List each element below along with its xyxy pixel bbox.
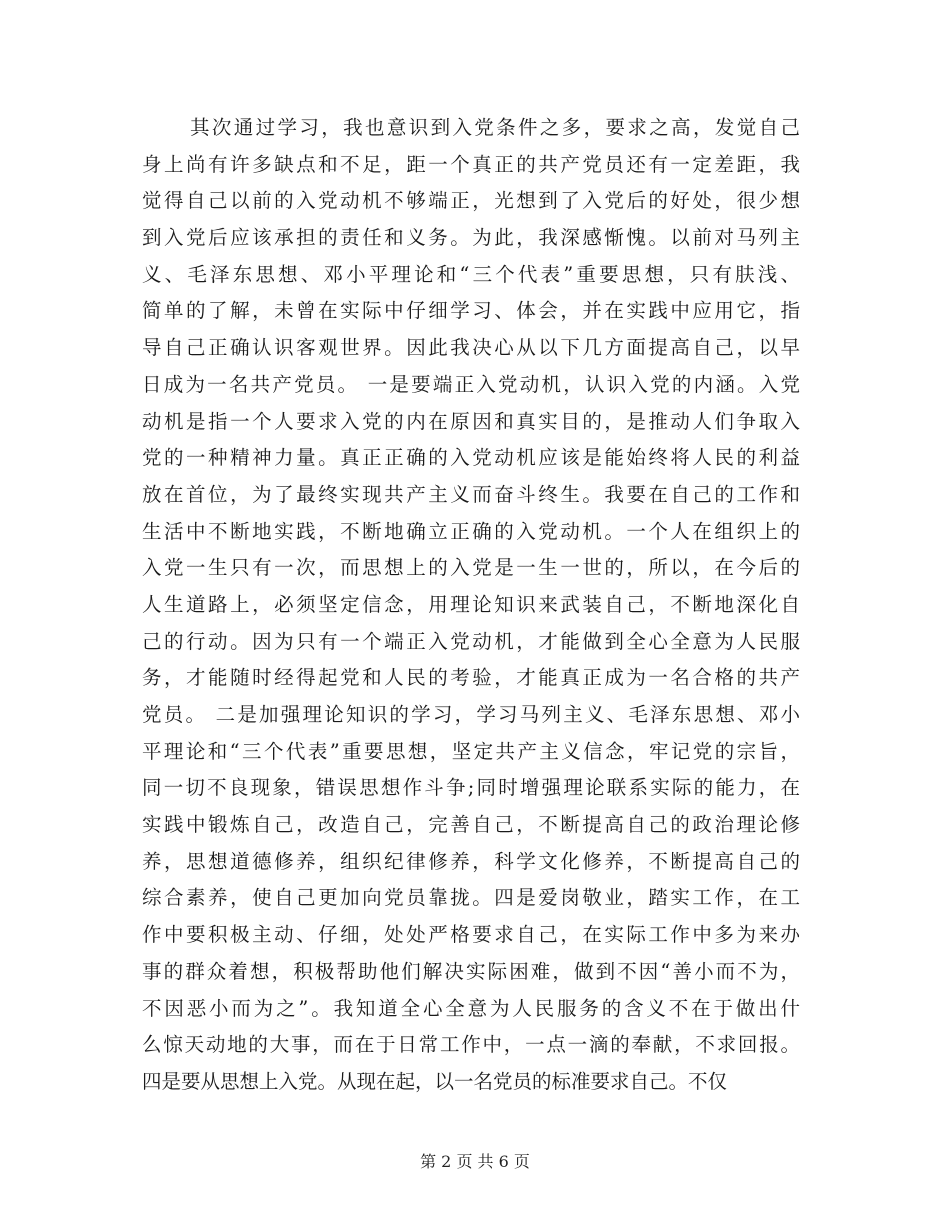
text-line: 综合素养，使自己更加向党员靠拢。四是爱岗敬业，踏实工作，在工 (142, 886, 800, 910)
text-line: 事的群众着想，积极帮助他们解决实际困难，做到不因“善小而不为， (142, 959, 800, 983)
text-line: 日成为一名共产党员。 一是要端正入党动机，认识入党的内涵。入党 (142, 372, 800, 396)
text-line: 觉得自己以前的入党动机不够端正，光想到了入党后的好处，很少想 (142, 189, 800, 213)
text-line: 其次通过学习，我也意识到入党条件之多，要求之高，发觉自己 (190, 116, 800, 139)
text-line: 放在首位，为了最终实现共产主义而奋斗终生。我要在自己的工作和 (142, 482, 800, 506)
text-line: 入党一生只有一次，而思想上的入党是一生一世的，所以，在今后的 (142, 556, 800, 580)
text-line: 到入党后应该承担的责任和义务。为此，我深感惭愧。以前对马列主 (142, 226, 800, 250)
text-line: 动机是指一个人要求入党的内在原因和真实目的，是推动人们争取入 (142, 409, 800, 433)
text-line: 人生道路上，必须坚定信念，用理论知识来武装自己，不断地深化自 (142, 592, 800, 616)
text-line: 同一切不良现象，错误思想作斗争;同时增强理论联系实际的能力，在 (142, 776, 800, 800)
text-line: 身上尚有许多缺点和不足，距一个真正的共产党员还有一定差距，我 (142, 152, 800, 176)
text-line: 简单的了解，未曾在实际中仔细学习、体会，并在实践中应用它，指 (142, 299, 800, 323)
text-line: 养，思想道德修养，组织纪律修养，科学文化修养，不断提高自己的 (142, 849, 800, 873)
text-line: 平理论和“三个代表”重要思想，坚定共产主义信念，牢记党的宗旨， (142, 739, 800, 763)
body-paragraph (142, 110, 800, 1101)
page-number-footer: 第 2 页 共 6 页 (420, 1152, 530, 1171)
text-line: 己的行动。因为只有一个端正入党动机，才能做到全心全意为人民服 (142, 629, 800, 653)
text-line: 党的一种精神力量。真正正确的入党动机应该是能始终将人民的利益 (142, 446, 800, 470)
text-line: 四是要从思想上入党。从现在起，以一名党员的标准要求自己。不仅 (142, 1069, 728, 1093)
text-line: 义、毛泽东思想、邓小平理论和“三个代表”重要思想，只有肤浅、 (142, 262, 800, 286)
text-line: 导自己正确认识客观世界。因此我决心从以下几方面提高自己，以早 (142, 336, 800, 360)
text-line: 实践中锻炼自己，改造自己，完善自己，不断提高自己的政治理论修 (142, 813, 800, 837)
text-line: 不因恶小而为之”。我知道全心全意为人民服务的含义不在于做出什 (142, 996, 800, 1020)
text-line: 生活中不断地实践，不断地确立正确的入党动机。一个人在组织上的 (142, 519, 800, 543)
text-line: 作中要积极主动、仔细，处处严格要求自己，在实际工作中多为来办 (142, 923, 800, 947)
text-line: 党员。 二是加强理论知识的学习，学习马列主义、毛泽东思想、邓小 (142, 703, 800, 726)
text-line: 务，才能随时经得起党和人民的考验，才能真正成为一名合格的共产 (142, 666, 800, 690)
text-line: 么惊天动地的大事，而在于日常工作中，一点一滴的奉献，不求回报。 (142, 1033, 800, 1057)
